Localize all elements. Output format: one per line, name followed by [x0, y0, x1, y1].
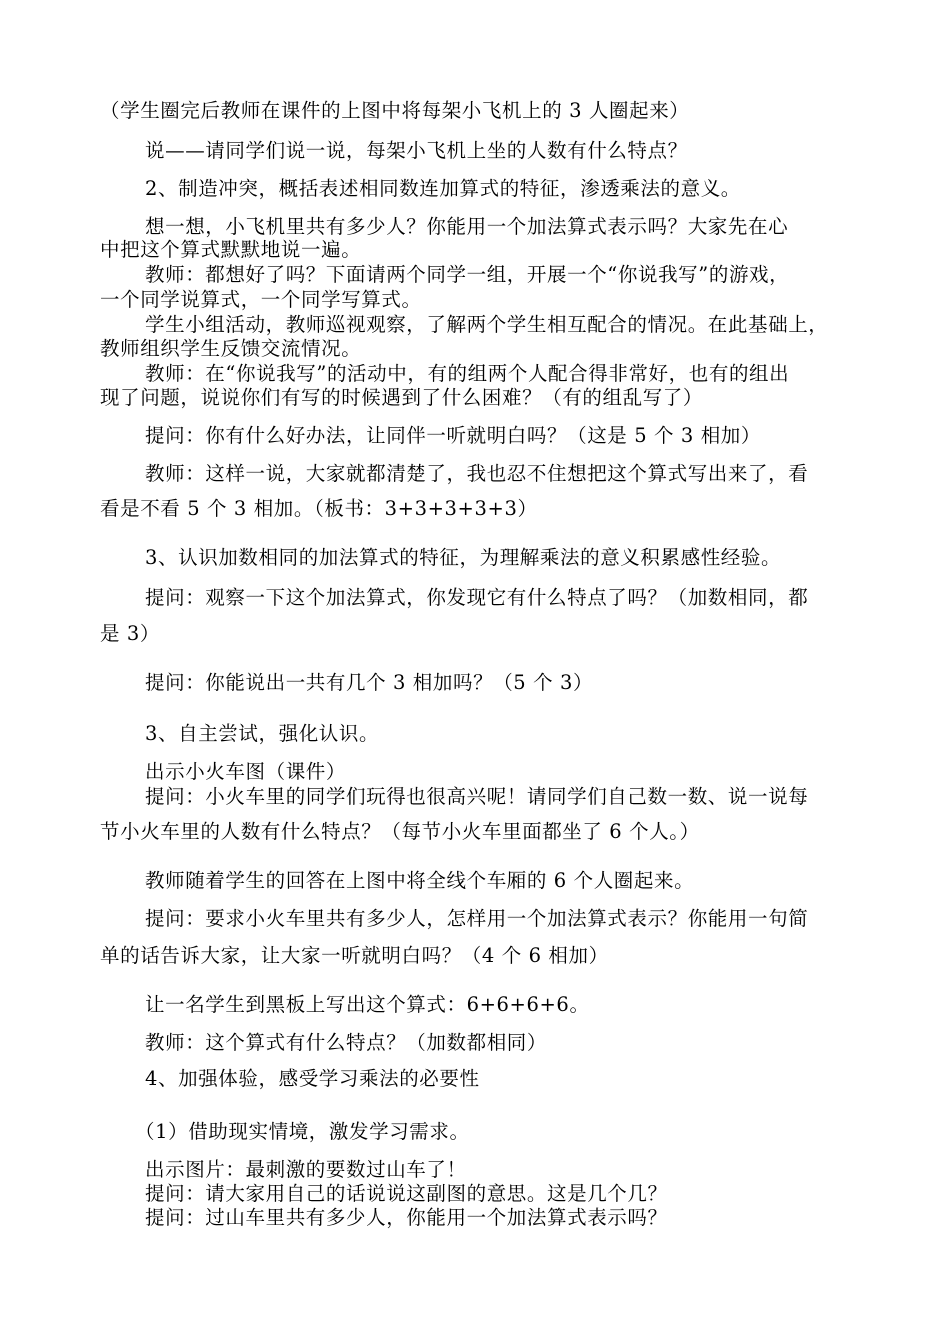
text-line: 教师：这样一说，大家就都清楚了，我也忍不住想把这个算式写出来了，看: [145, 462, 809, 485]
text-line: 提问：观察一下这个加法算式，你发现它有什么特点了吗？（加数相同，都: [145, 586, 809, 609]
text-line: 看是不看 5 个 3 相加。（板书：3+3+3+3+3）: [100, 497, 538, 520]
text-line: 教师组织学生反馈交流情况。: [100, 337, 362, 360]
text-line: （学生圈完后教师在课件的上图中将每架小飞机上的 3 人圈起来）: [100, 99, 690, 122]
text-line: 4、加强体验，感受学习乘法的必要性: [145, 1067, 480, 1090]
text-line: 提问：小火车里的同学们玩得也很高兴呢！请同学们自己数一数、说一说每: [145, 785, 809, 808]
text-line: 提问：过山车里共有多少人，你能用一个加法算式表示吗？: [145, 1206, 668, 1229]
text-line: 提问：你有什么好办法，让同伴一听就明白吗？（这是 5 个 3 相加）: [145, 424, 762, 447]
text-line: 现了问题，说说你们有写的时候遇到了什么困难？（有的组乱写了）: [100, 386, 704, 409]
text-line: 教师：都想好了吗？下面请两个同学一组，开展一个“你说我写”的游戏，: [145, 263, 790, 286]
text-line: 单的话告诉大家，让大家一听就明白吗？（4 个 6 相加）: [100, 944, 609, 967]
text-line: 节小火车里的人数有什么特点？（每节小火车里面都坐了 6 个人。）: [100, 820, 700, 843]
text-line: 3、自主尝试，强化认识。: [145, 722, 380, 745]
text-line: 教师随着学生的回答在上图中将全线个车厢的 6 个人圈起来。: [145, 869, 695, 892]
text-line: 出示小火车图（课件）: [145, 760, 347, 783]
text-line: 出示图片：最刺激的要数过山车了！: [145, 1158, 467, 1181]
text-line: 中把这个算式默默地说一遍。: [100, 238, 362, 261]
text-line: 一个同学说算式，一个同学写算式。: [100, 288, 422, 311]
text-line: 说——请同学们说一说，每架小飞机上坐的人数有什么特点？: [145, 139, 688, 162]
text-line: 提问：要求小火车里共有多少人，怎样用一个加法算式表示？你能用一句简: [145, 907, 809, 930]
text-line: 教师：这个算式有什么特点？（加数都相同）: [145, 1031, 548, 1054]
text-line: 想一想，小飞机里共有多少人？你能用一个加法算式表示吗？大家先在心: [145, 215, 789, 238]
text-line: 提问：请大家用自己的话说说这副图的意思。这是几个几？: [145, 1182, 668, 1205]
text-line: 3、认识加数相同的加法算式的特征，为理解乘法的意义积累感性经验。: [145, 546, 782, 569]
text-line: 2、制造冲突，概括表述相同数连加算式的特征，渗透乘法的意义。: [145, 177, 741, 200]
text-line: 提问：你能说出一共有几个 3 相加吗？（5 个 3）: [145, 671, 594, 694]
text-line: （1）借助现实情境，激发学习需求。: [135, 1120, 470, 1143]
text-line: 是 3）: [100, 622, 161, 645]
text-line: 学生小组活动，教师巡视观察，了解两个学生相互配合的情况。在此基础上，: [145, 313, 829, 336]
text-line: 让一名学生到黑板上写出这个算式：6+6+6+6。: [145, 993, 590, 1016]
text-line: 教师：在“你说我写”的活动中，有的组两个人配合得非常好，也有的组出: [145, 362, 790, 385]
